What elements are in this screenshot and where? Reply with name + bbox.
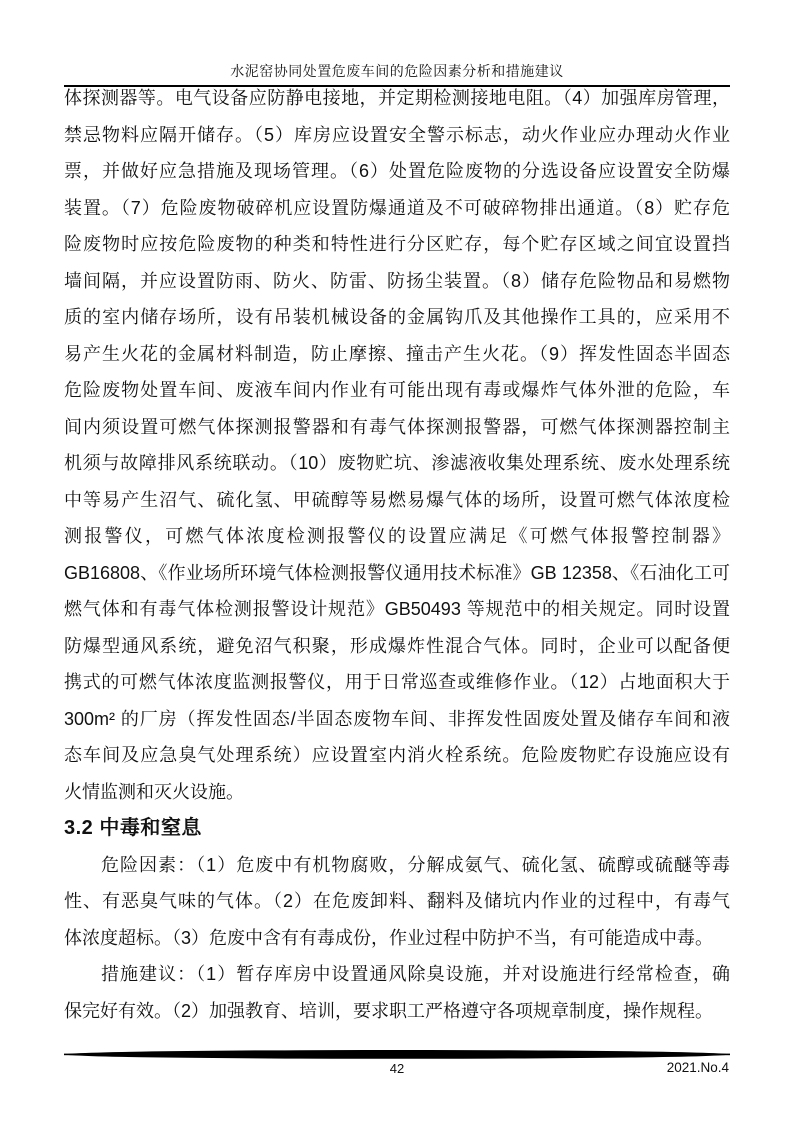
body-line: 险废物时应按危险废物的种类和特性进行分区贮存，每个贮存区域之间宜设置挡	[64, 234, 730, 254]
running-head-title: 水泥窑协同处置危废车间的危险因素分析和措施建议	[230, 63, 564, 79]
body-line: 装置。（7）危险废物破碎机应设置防爆通道及不可破碎物排出通道。（8）贮存危	[64, 197, 730, 218]
issue-number: 2021.No.4	[666, 1060, 729, 1075]
body-line: 间内须设置可燃气体探测报警器和有毒气体探测报警器，可燃气体探测器控制主	[64, 416, 730, 437]
body-line: 禁忌物料应隔开储存。（5）库房应设置安全警示标志，动火作业应办理动火作业	[64, 124, 730, 145]
body-text	[64, 80, 730, 1029]
body-line: 中等易产生沼气、硫化氢、甲硫醇等易燃易爆气体的场所，设置可燃气体浓度检	[64, 489, 730, 510]
section-heading: 3.2 中毒和窒息	[64, 817, 202, 839]
body-line: 态车间及应急臭气处理系统）应设置室内消火栓系统。危险废物贮存设施应设有	[64, 745, 730, 765]
body-line: 票，并做好应急措施及现场管理。（6）处置危险废物的分选设备应设置安全防爆	[64, 161, 730, 181]
body-line: 火情监测和灭火设施。	[64, 781, 244, 802]
body-line: 携式的可燃气体浓度监测报警仪，用于日常巡查或维修作业。（12）占地面积大于	[64, 672, 730, 692]
body-line: 机须与故障排风系统联动。（10）废物贮坑、渗滤液收集处理系统、废水处理系统	[64, 453, 730, 473]
body-line: 300m² 的厂房（挥发性固态/半固态废物车间、非挥发性固废处置及储存车间和液	[64, 708, 730, 729]
body-line: 危险因素：（1）危废中有机物腐败，分解成氨气、硫化氢、硫醇或硫醚等毒	[101, 854, 730, 875]
body-line: GB16808、《作业场所环境气体检测报警仪通用技术标准》GB 12358、《石油化工可	[64, 562, 730, 583]
body-line: 防爆型通风系统，避免沼气积聚，形成爆炸性混合气体。同时，企业可以配备便	[64, 635, 730, 656]
body-line: 保完好有效。（2）加强教育、培训，要求职工严格遵守各项规章制度，操作规程。	[64, 1000, 714, 1021]
body-line: 危险废物处置车间、废液车间内作业有可能出现有毒或爆炸气体外泄的危险，车	[64, 380, 730, 400]
page-number: 42	[389, 1061, 405, 1076]
body-line: 燃气体和有毒气体检测报警设计规范》GB50493 等规范中的相关规定。同时设置	[64, 599, 730, 619]
body-line: 易产生火花的金属材料制造，防止摩擦、撞击产生火花。（9）挥发性固态半固态	[64, 343, 730, 364]
body-line: 体探测器等。电气设备应防静电接地，并定期检测接地电阻。（4）加强库房管理，	[64, 88, 730, 108]
body-line: 措施建议：（1）暂存库房中设置通风除臭设施，并对设施进行经常检查，确	[101, 964, 730, 984]
body-line: 墙间隔，并应设置防雨、防火、防雷、防扬尘装置。（8）储存危险物品和易燃物	[64, 270, 730, 291]
body-line: 性、有恶臭气味的气体。（2）在危废卸料、翻料及储坑内作业的过程中，有毒气	[64, 891, 730, 911]
body-line: 体浓度超标。（3）危废中含有有毒成份，作业过程中防护不当，有可能造成中毒。	[64, 927, 714, 948]
body-line: 测报警仪，可燃气体浓度检测报警仪的设置应满足《可燃气体报警控制器》	[64, 526, 730, 546]
footer-divider	[64, 1049, 730, 1061]
body-line: 质的室内储存场所，设有吊装机械设备的金属钩爪及其他操作工具的，应采用不	[64, 307, 730, 327]
